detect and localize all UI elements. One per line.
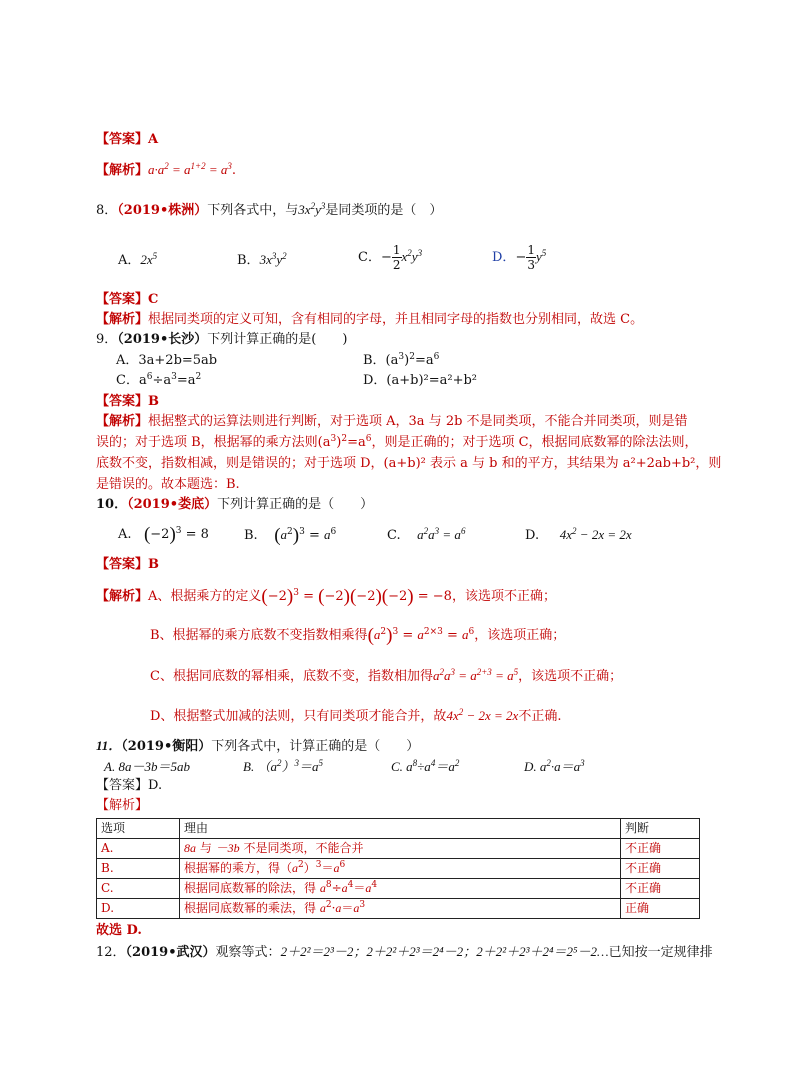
q8-option-d: D．− $\frac{1}{3}$ $y^5$ <box>492 243 547 272</box>
q11-answer: 【答案】D. <box>96 778 163 793</box>
table-row: D. 根据同底数幂的乘法，得 $a^2\cdot a=a^3$ 正确 <box>97 899 700 919</box>
q11-analysis-table <box>96 818 700 919</box>
q10-option-c: C. $a^2a^3 = a^6$ <box>387 526 466 543</box>
q9-option-a: A．3a+2b=5ab <box>116 353 218 368</box>
q9-analysis-line-4: 是错误的。故本题选：B. <box>96 477 240 492</box>
q9-analysis-line-3: 底数不变，指数相减，则是错误的；对于选项 D，(a+b)² 表示 a 与 b 和的平方，其结果为 a²+2ab+b²，则 <box>96 456 722 471</box>
q10-stem: 10．（2019•娄底）下列计算正确的是（ ） <box>96 497 374 512</box>
q8-option-c: C．− $\frac{1}{2}$ $x^2y^3$ <box>358 243 423 272</box>
q11-stem: 11．（2019•衡阳）下列各式中，计算正确的是（ ） <box>96 738 420 754</box>
analysis-tag: 【解析】 <box>96 163 149 178</box>
source-tag: （2019•株洲） <box>117 203 208 218</box>
q8-option-b: B．$3x^3y^2$ <box>237 251 287 268</box>
q8-answer: 【答案】C <box>96 292 159 307</box>
q10-option-d: D. $4x^2 - 2x = 2x$ <box>525 526 632 543</box>
table-row: C. 根据同底数幂的除法，得 $a^8\div a^4=a^4$ 不正确 <box>97 879 700 899</box>
q9-option-d: D．(a+b)²=a²+b² <box>363 373 478 388</box>
q11-option-c: C. $a^8\div a^4=a^2$ <box>391 758 460 774</box>
q8-stem-formula: $3x^2y^3$ <box>298 201 326 217</box>
table-header-row <box>97 819 700 839</box>
table-header-cell: 判断 <box>621 819 700 839</box>
q9-stem: 9．（2019•长沙）下列计算正确的是( ) <box>96 332 348 347</box>
q10-analysis-c: C、根据同底数的幂相乘，底数不变，指数相加得$a^2a^3 = a^{2+3} = a^5$，该选项不正确； <box>150 667 623 684</box>
q11-analysis-tag: 【解析】 <box>96 798 149 813</box>
q10-option-b: B. $(a^2)^3 = a^6$ <box>244 525 337 546</box>
q9-answer: 【答案】B <box>96 394 160 409</box>
q11-conclusion: 故选 D. <box>96 923 142 938</box>
table-row: B. 根据幂的乘方，得$(a^2)^3=a^6$ 不正确 <box>97 859 700 879</box>
q7-answer <box>96 131 158 149</box>
answer-value: A <box>148 132 159 147</box>
q8-analysis: 【解析】根据同类项的定义可知，含有相同的字母，并且相同字母的指数也分别相同，故选 C。 <box>96 312 644 327</box>
q9-analysis-line-2: 误的；对于选项 B，根据幂的乘方法则$(a^3)^2=a^6$，则是正确的；对于选项 C，根据同底数幂的除法法则， <box>96 434 698 450</box>
table-row: A. 8a 与 －3b 不是同类项，不能合并 不正确 <box>97 839 700 859</box>
table-header-cell: 选项 <box>97 819 180 839</box>
q9-option-c: C．$a^6\div a^3=a^2$ <box>116 372 202 388</box>
q8-stem: 8．（2019•株洲）下列各式中，与$3x^2y^3$是同类项的是（ ） <box>96 201 443 218</box>
q9-analysis-line-1: 【解析】根据整式的运算法则进行判断，对于选项 A，3a 与 2b 不是同类项，不能合并同类项，则是错 <box>96 414 688 429</box>
table-header-cell: 理由 <box>180 819 621 839</box>
q9-option-b: B．$(a^3)^2=a^6$ <box>363 352 440 368</box>
q12-stem: 12．（2019•武汉）观察等式：2＋2²＝2³－2；2＋2²＋2³＝2⁴－2；2＋2²＋2³＋2⁴＝2⁵－2…已知按一定规律排 <box>96 944 713 960</box>
q10-analysis-d: D、根据整式加减的法则，只有同类项才能合并，故$4x^2 - 2x = 2x$不正确. <box>150 707 562 724</box>
answer-tag: 【答案】 <box>96 132 149 147</box>
q11-option-d: D. $a^2\cdot a=a^3$ <box>524 758 585 774</box>
q11-option-b: B. $(a^2)^3=a^5$ <box>243 758 323 774</box>
analysis-formula: $a\cdot a^2 = a^{1+2} = a^3$ <box>148 161 232 177</box>
q10-analysis-a: 【解析】A、根据乘方的定义$(-2)^3 = (-2)(-2)(-2) = -8$，该选项不正确； <box>96 586 556 607</box>
q10-analysis-b: B、根据幂的乘方底数不变指数相乘得$(a^2)^3 = a^{2\times 3} = a^6$，该选项正确； <box>150 625 566 646</box>
q10-option-a: A. $(-2)^3 = 8$ <box>118 524 209 545</box>
q7-analysis: 【解析】$a\cdot a^2 = a^{1+2} = a^3$. <box>96 161 237 178</box>
q8-option-a: A．$2x^5$ <box>118 251 158 268</box>
q10-answer: 【答案】B <box>96 557 160 572</box>
q11-option-a: A. 8a－3b＝5ab <box>104 759 190 774</box>
